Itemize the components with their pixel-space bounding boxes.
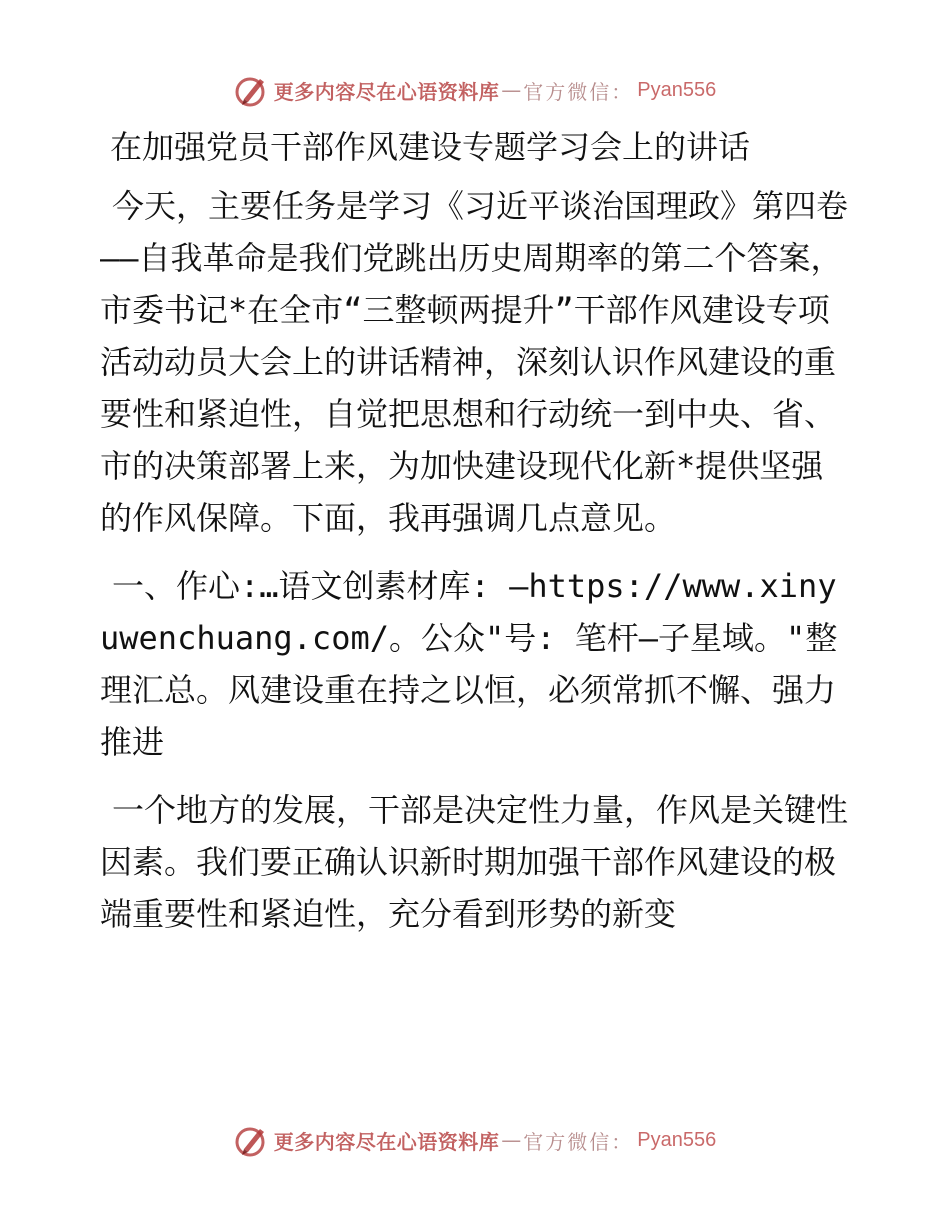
banner-text: 更多内容尽在心语资料库 [273,79,500,104]
banner-wechat-label: 官方微信： [523,79,634,104]
pen-logo-icon [234,1122,270,1158]
paragraph-2: 一、作心:…语文创素材库: —https://www.xinyuwenchuang.com/。公众"号: 笔杆—子星域。"整理汇总。风建设重在持之以恒，必须常抓不懈、强力推进 [100,567,838,761]
document-body [100,124,850,956]
banner-wechat-id: Pyan556 [637,1128,717,1151]
paragraph-1: 今天，主要任务是学习《习近平谈治国理政》第四卷——自我革命是我们党跳出历史周期率的第二个答案，市委书记*在全市“三整顿两提升”干部作风建设专项活动动员大会上的讲话精神，深刻认识作风建设的重要性和紧迫性，自觉把思想和行动统一到中央、省、市的决策部署上来，为加快建设现代化新*提供坚强的作风保障。下面，我再强调几点意见。 [100,187,849,537]
pen-logo-icon [234,72,270,108]
banner-text: 更多内容尽在心语资料库 [273,1129,500,1154]
document-title: 在加强党员干部作风建设专题学习会上的讲话 [110,128,751,166]
paragraph-3: 一个地方的发展，干部是决定性力量，作风是关键性因素。我们要正确认识新时期加强干部作风建设的极端重要性和紧迫性，充分看到形势的新变 [100,791,849,933]
banner-separator: — [501,78,522,102]
top-watermark-banner [0,70,950,110]
banner-wechat-label: 官方微信： [523,1129,634,1154]
bottom-watermark-banner [0,1120,950,1160]
banner-separator: — [501,1128,522,1152]
banner-wechat-id: Pyan556 [637,78,717,101]
